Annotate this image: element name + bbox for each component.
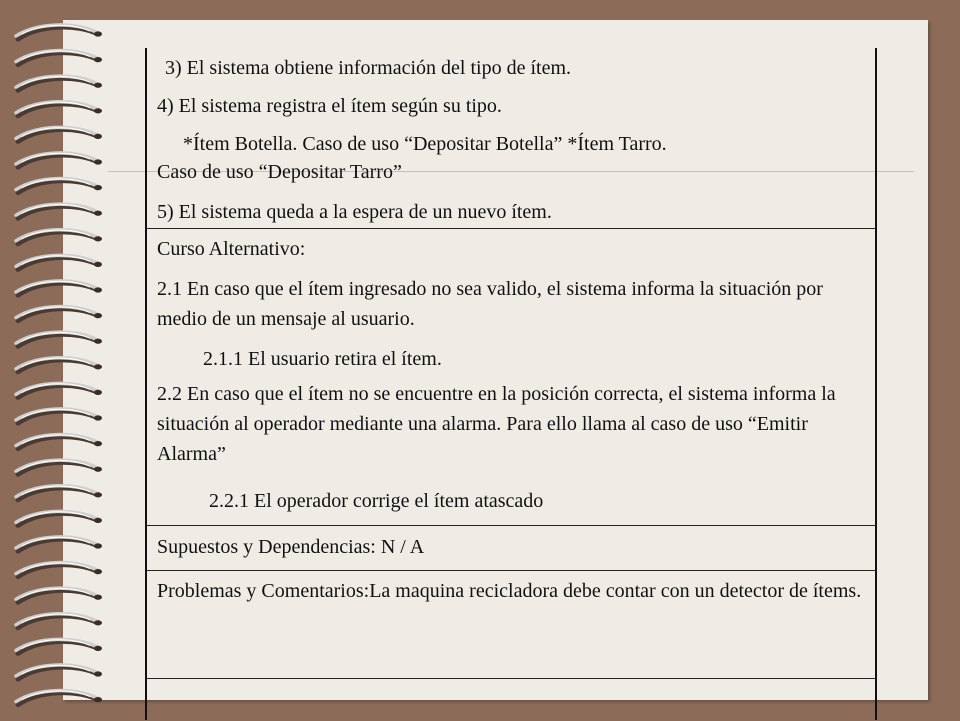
spiral-ring-icon xyxy=(16,51,102,65)
spiral-ring-icon xyxy=(16,588,102,602)
main-flow-row xyxy=(147,48,875,228)
spiral-ring-icon xyxy=(16,665,102,679)
spiral-ring-icon xyxy=(16,76,102,90)
spiral-ring-icon xyxy=(16,127,102,141)
spiral-ring-icon xyxy=(16,614,102,628)
spiral-ring-icon xyxy=(16,563,102,577)
problems-text: Problemas y Comentarios:La maquina recicladora debe contar con un detector de ítems. xyxy=(157,580,862,602)
assumptions-text: Supuestos y Dependencias: N / A xyxy=(157,536,425,558)
spiral-ring-icon xyxy=(16,383,102,397)
alternative-2-1-1: 2.1.1 El usuario retira el ítem. xyxy=(203,348,442,370)
step-4-items-line-2: Caso de uso “Depositar Tarro” xyxy=(157,161,402,183)
step-5: 5) El sistema queda a la espera de un nuevo ítem. xyxy=(157,201,552,223)
alternative-2-2: 2.2 En caso que el ítem no se encuentre en la posición correcta, el sistema informa la situación al operador mediante una alarma. Para ello llama al caso de uso “Emitir Alarma” xyxy=(157,383,836,465)
spiral-ring-icon xyxy=(16,230,102,244)
spiral-ring-icon xyxy=(16,358,102,372)
step-4: 4) El sistema registra el ítem según su tipo. xyxy=(157,95,502,117)
step-3: 3) El sistema obtiene información del tipo de ítem. xyxy=(165,57,572,79)
spiral-ring-icon xyxy=(16,102,102,116)
spiral-ring-icon xyxy=(16,204,102,218)
spiral-ring-icon xyxy=(16,255,102,269)
spiral-ring-icon xyxy=(16,153,102,167)
spiral-ring-icon xyxy=(16,307,102,321)
spiral-ring-icon xyxy=(16,332,102,346)
alternative-heading: Curso Alternativo: xyxy=(157,238,306,260)
spiral-ring-icon xyxy=(16,179,102,193)
alternative-2-2-1: 2.2.1 El operador corrige el ítem atascado xyxy=(209,490,544,512)
alternative-2-1: 2.1 En caso que el ítem ingresado no sea valido, el sistema informa la situación por medio de un mensaje al usuario. xyxy=(157,278,823,330)
spiral-binding-icon xyxy=(0,0,130,720)
empty-row xyxy=(147,678,875,721)
spiral-ring-icon xyxy=(16,639,102,653)
assumptions-row xyxy=(147,525,875,571)
use-case-table xyxy=(145,48,877,720)
spiral-ring-icon xyxy=(16,691,102,705)
spiral-ring-icon xyxy=(16,435,102,449)
spiral-ring-icon xyxy=(16,486,102,500)
spiral-ring-icon xyxy=(16,511,102,525)
spiral-ring-icon xyxy=(16,537,102,551)
spiral-ring-icon xyxy=(16,281,102,295)
spiral-ring-icon xyxy=(16,460,102,474)
spiral-ring-icon xyxy=(16,25,102,39)
step-4-items-line-1: *Ítem Botella. Caso de uso “Depositar Botella” *Ítem Tarro. xyxy=(183,133,667,155)
alternative-flow-row xyxy=(147,228,875,526)
spiral-ring-icon xyxy=(16,409,102,423)
problems-row xyxy=(147,570,875,679)
